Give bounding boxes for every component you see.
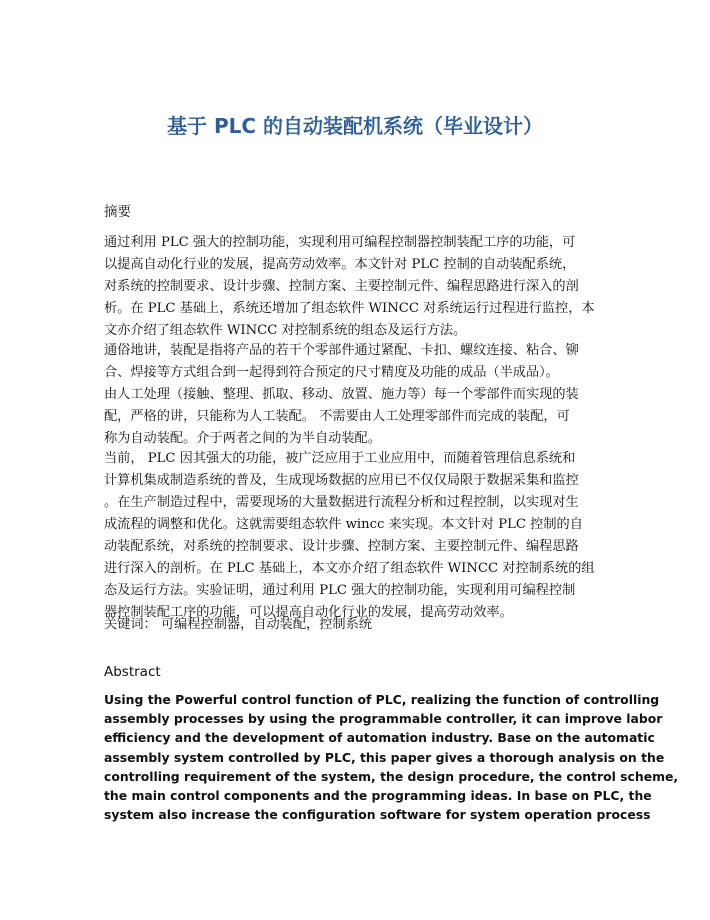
text-line: assembly system controlled by PLC, this paper gives a thorough analysis on the [104, 749, 665, 765]
text-line: 成流程的调整和优化。这就需要组态软件 wincc 来实现。本文针对 PLC 控制的自 [104, 517, 583, 532]
text-line: 计算机集成制造系统的普及，生成现场数据的应用已不仅仅局限于数据采集和监控 [104, 473, 579, 488]
text-line: 通过利用 PLC 强大的控制功能，实现利用可编程控制器控制装配工序的功能，可 [104, 235, 576, 250]
text-line: 通俗地讲，装配是指将产品的若干个零部件通过紧配、卡扣、螺纹连接、粘合、铆 [104, 343, 579, 358]
text-line: 析。在 PLC 基础上，系统还增加了组态软件 WINCC 对系统运行过程进行监控，本 [104, 301, 595, 316]
text-line: 由人工处理（接触、整理、抓取、移动、放置、施力等）每一个零部件而实现的装 [104, 387, 579, 402]
keywords-cn: 关键词： 可编程控制器，自动装配，控制系统 [104, 617, 372, 632]
text-line: 进行深入的剖析。在 PLC 基础上，本文亦介绍了组态软件 WINCC 对控制系统的组 [104, 561, 595, 576]
text-line: 态及运行方法。实验证明，通过利用 PLC 强大的控制功能，实现利用可编程控制 [104, 583, 576, 598]
text-line: system also increase the configuration software for system operation process [104, 807, 651, 823]
text-line: 文亦介绍了组态软件 WINCC 对控制系统的组态及运行方法。 [104, 323, 467, 338]
abstract-paragraph-cn-2 [104, 340, 614, 450]
text-line: 配，严格的讲，只能称为人工装配。 不需要由人工处理零部件而完成的装配，可 [104, 409, 570, 424]
text-line: 当前， PLC 因其强大的功能，被广泛应用于工业应用中，而随着管理信息系统和 [104, 451, 576, 466]
text-line: 对系统的控制要求、设计步骤、控制方案、主要控制元件、编程思路进行深入的剖 [104, 279, 579, 294]
text-line: Using the Powerful control function of PLC, realizing the function of controlling [104, 692, 660, 707]
text-line: 称为自动装配。介于两者之间的为半自动装配。 [104, 431, 381, 446]
text-line: the main control components and the programming ideas. In base on PLC, the [104, 788, 652, 804]
abstract-heading-en: Abstract [104, 664, 161, 680]
abstract-heading-cn: 摘要 [104, 204, 131, 220]
text-line: 器控制装配工序的功能，可以提高自动化行业的发展，提高劳动效率。 [104, 605, 513, 620]
text-line: efficiency and the development of automation industry. Base on the automatic [104, 730, 655, 746]
text-line: 以提高自动化行业的发展，提高劳动效率。本文针对 PLC 控制的自动装配系统， [104, 257, 576, 272]
text-line: controlling requirement of the system, the design procedure, the control scheme, [104, 768, 679, 784]
text-line: 合、焊接等方式组合到一起得到符合预定的尺寸精度及功能的成品（半成品）。 [104, 365, 559, 380]
abstract-paragraph-en [104, 690, 679, 824]
text-line: 。在生产制造过程中，需要现场的大量数据进行流程分析和过程控制，以实现对生 [104, 495, 579, 510]
document-title: 基于 PLC 的自动装配机系统（毕业设计） [166, 114, 543, 138]
text-line: assembly processes by using the programmable controller, it can improve labor [104, 711, 663, 727]
abstract-paragraph-cn-1 [104, 232, 614, 342]
text-line: 动装配系统，对系统的控制要求、设计步骤、控制方案、主要控制元件、编程思路 [104, 539, 579, 554]
abstract-paragraph-cn-3 [104, 448, 614, 624]
